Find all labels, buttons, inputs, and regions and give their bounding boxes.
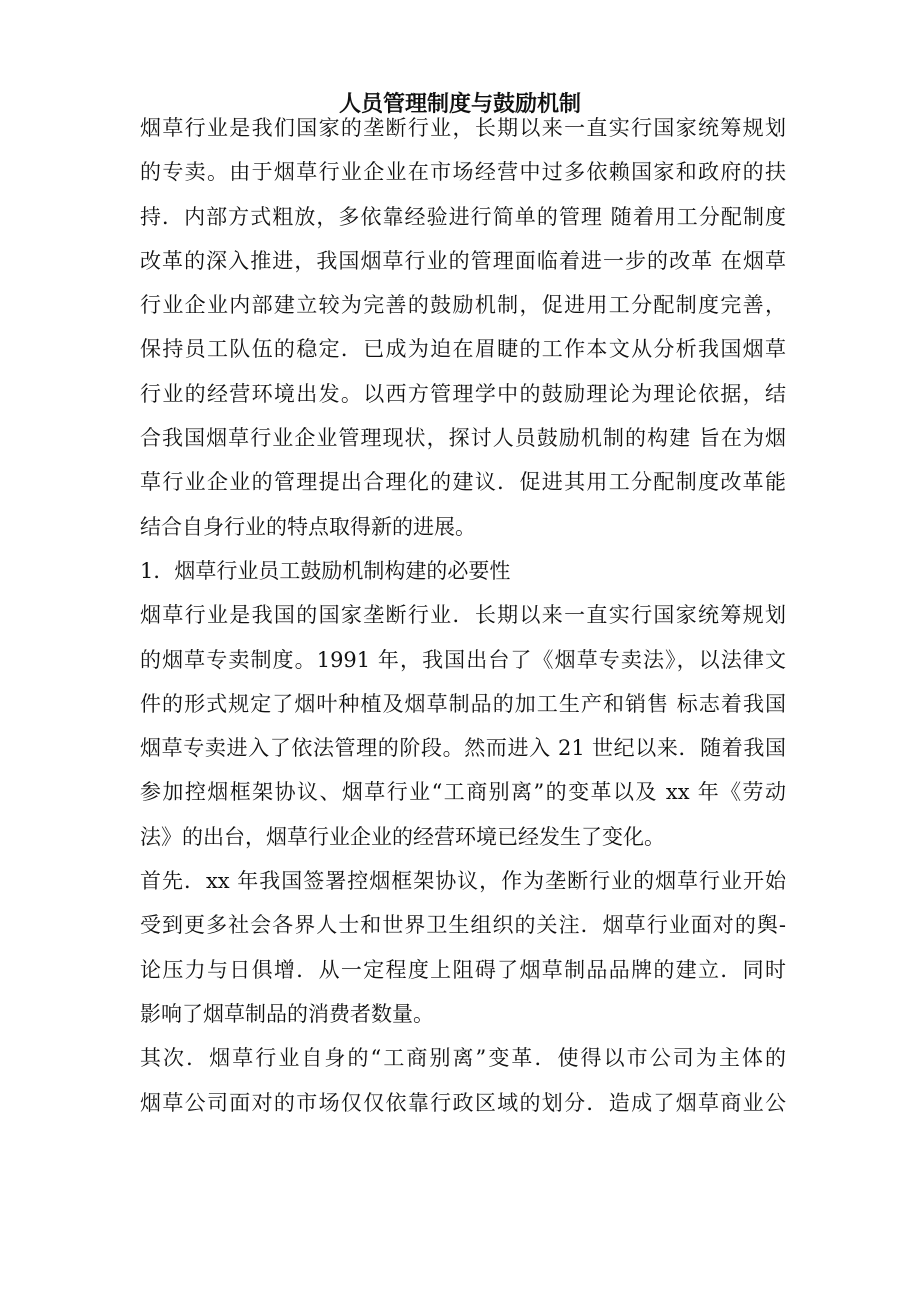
- text-line: 持．内部方式粗放，多依靠经验进行简单的管理 随着用工分配制度: [140, 204, 786, 229]
- text-line: 烟草行业是我们国家的垄断行业，长期以来一直实行国家统筹规划: [140, 116, 786, 140]
- text-line: 烟草行业是我国的国家垄断行业．长期以来一直实行国家统筹规划: [140, 603, 786, 628]
- text-line: 首先．xx 年我国签署控烟框架协议，作为垄断行业的烟草行业开始: [140, 869, 786, 894]
- text-line: 行业企业内部建立较为完善的鼓励机制，促进用工分配制度完善，: [140, 293, 786, 318]
- text-line: 结合自身行业的特点取得新的进展。: [140, 514, 476, 539]
- text-line: 保持员工队伍的稳定．已成为迫在眉睫的工作本文从分析我国烟草: [140, 337, 786, 362]
- text-line: 草行业企业的管理提出合理化的建议．促进其用工分配制度改革能: [140, 470, 786, 495]
- text-line: 改革的深入推进，我国烟草行业的管理面临着进一步的改革 在烟草: [140, 248, 786, 273]
- text-line: 烟草公司面对的市场仅仅依靠行政区域的划分．造成了烟草商业公: [140, 1090, 786, 1115]
- document-title: 人员管理制度与鼓励机制: [338, 92, 581, 117]
- text-line: 的烟草专卖制度。1991 年，我国出台了《烟草专卖法》，以法律文: [140, 647, 786, 672]
- text-line: 参加控烟框架协议、烟草行业“工商别离”的变革以及 xx 年《劳动: [140, 780, 786, 805]
- text-line: 行业的经营环境出发。以西方管理学中的鼓励理论为理论依据，结: [140, 381, 786, 406]
- text-line: 法》的出台，烟草行业企业的经营环境已经发生了变化。: [140, 824, 665, 849]
- text-line: 1．烟草行业员工鼓励机制构建的必要性: [140, 558, 511, 583]
- text-line: 的专卖。由于烟草行业企业在市场经营中过多依赖国家和政府的扶: [140, 160, 786, 185]
- document-body: [140, 106, 786, 1125]
- text-line: 影响了烟草制品的消费者数量。: [140, 1001, 434, 1026]
- text-line: 烟草专卖进入了依法管理的阶段。然而进入 21 世纪以来．随着我国: [140, 736, 786, 761]
- text-line: 论压力与日俱增．从一定程度上阻碍了烟草制品品牌的建立．同时: [140, 957, 786, 982]
- text-line: 其次．烟草行业自身的“工商别离”变革．使得以市公司为主体的: [140, 1046, 786, 1071]
- text-line: 合我国烟草行业企业管理现状，探讨人员鼓励机制的构建 旨在为烟: [140, 426, 786, 451]
- text-line: 件的形式规定了烟叶种植及烟草制品的加工生产和销售 标志着我国: [140, 691, 786, 716]
- text-line: 受到更多社会各界人士和世界卫生组织的关注．烟草行业面对的舆-: [140, 913, 786, 938]
